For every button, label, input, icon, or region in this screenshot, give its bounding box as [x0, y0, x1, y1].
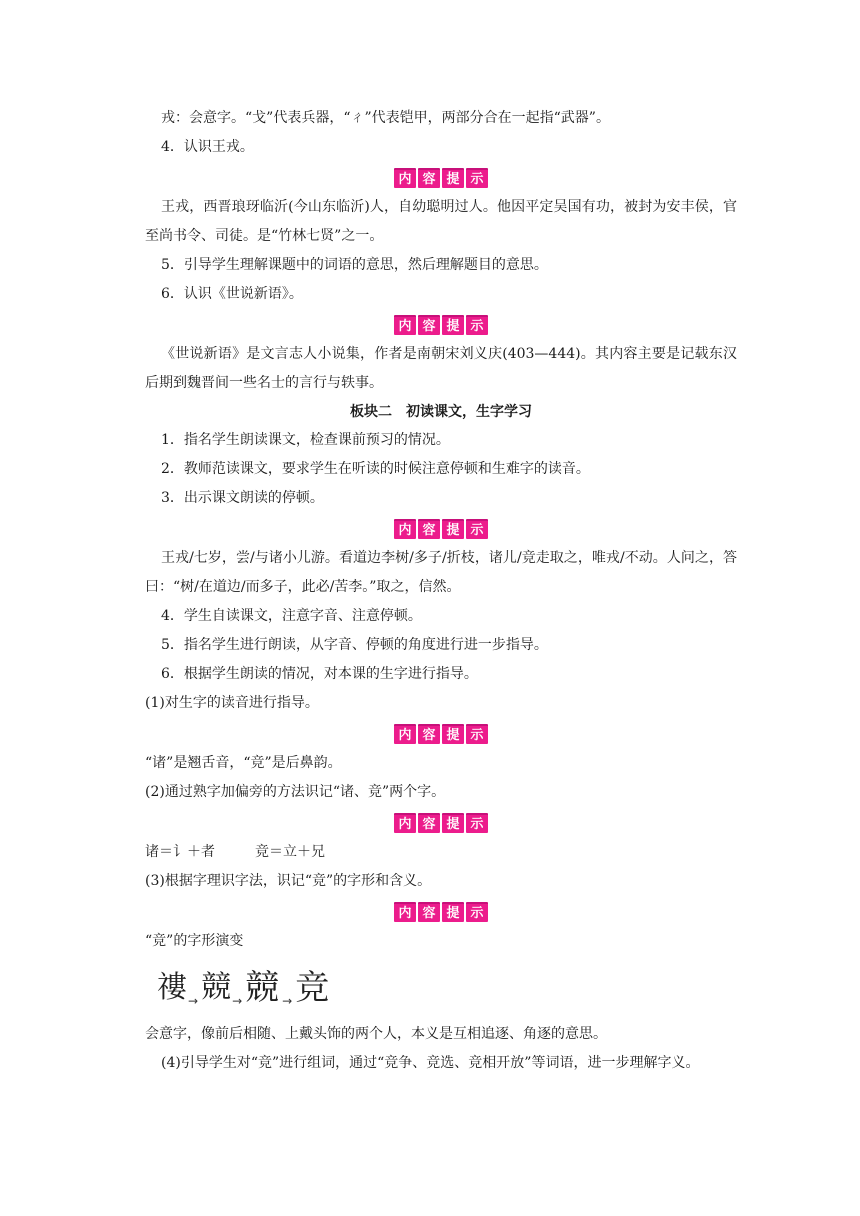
badge-char: 示: [466, 519, 488, 539]
list-item: (3)根据字理识字法，识记“竞”的字形和含义。: [145, 873, 432, 889]
badge-char: 内: [394, 813, 416, 833]
list-item: 2．教师范读课文，要求学生在听读的时候注意停顿和生难字的读音。: [161, 461, 590, 477]
badge-char: 提: [442, 168, 464, 188]
list-item: 6．认识《世说新语》。: [161, 286, 303, 302]
formula-jing: 竞＝立＋兄: [255, 844, 325, 860]
badge-char: 提: [442, 902, 464, 922]
badge-char: 示: [466, 315, 488, 335]
content-hint-badge: [145, 718, 737, 749]
badge-char: 内: [394, 902, 416, 922]
badge-char: 内: [394, 315, 416, 335]
paragraph: “竞”的字形演变: [145, 933, 244, 949]
list-item: 4．学生自读课文，注意字音、注意停顿。: [161, 608, 422, 624]
paragraph: (4)引导学生对“竞”进行组词，通过“竞争、竞选、竞相开放”等词语，进一步理解字义。: [161, 1055, 700, 1071]
arrow-icon: →: [188, 994, 199, 1008]
badge-char: 示: [466, 902, 488, 922]
badge-char: 提: [442, 315, 464, 335]
badge-char: 示: [466, 813, 488, 833]
formula-zhu: 诸＝讠＋者: [145, 844, 215, 860]
badge-char: 示: [466, 168, 488, 188]
glyph-evolution-figure: [157, 962, 737, 1014]
badge-char: 容: [418, 813, 440, 833]
content-hint-badge: [145, 513, 737, 544]
badge-char: 容: [418, 519, 440, 539]
badge-char: 容: [418, 315, 440, 335]
glyph-traditional: 競: [245, 968, 280, 1008]
badge-char: 内: [394, 724, 416, 744]
arrow-icon: →: [232, 994, 243, 1008]
glyph-oracle: 䄛: [157, 970, 185, 1005]
badge-char: 容: [418, 902, 440, 922]
list-item: 1．指名学生朗读课文，检查课前预习的情况。: [161, 432, 450, 448]
paragraph: 王戎/七岁，尝/与诸小儿游。看道边李树/多子/折枝，诸儿/竞走取之，唯戎/不动。人问之，答曰：“树/在道边/而多子，此必/苦李。”取之，信然。: [145, 550, 737, 595]
badge-char: 容: [418, 724, 440, 744]
paragraph: “诸”是翘舌音，“竞”是后鼻韵。: [145, 755, 342, 771]
badge-char: 提: [442, 813, 464, 833]
arrow-icon: →: [282, 994, 293, 1008]
content-hint-badge: [145, 309, 737, 340]
list-item: 6．根据学生朗读的情况，对本课的生字进行指导。: [161, 666, 478, 682]
badge-char: 内: [394, 519, 416, 539]
list-item: 5．引导学生理解课题中的词语的意思，然后理解题目的意思。: [161, 257, 548, 273]
list-item: 4．认识王戎。: [161, 139, 254, 155]
content-hint-badge: [145, 807, 737, 838]
paragraph: 戎：会意字。“戈”代表兵器，“ㄔ”代表铠甲，两部分合在一起指“武器”。: [161, 110, 610, 126]
section-heading: 板块二 初读课文，生字学习: [350, 404, 532, 420]
list-item: 3．出示课文朗读的停顿。: [161, 490, 324, 506]
badge-char: 容: [418, 168, 440, 188]
badge-char: 内: [394, 168, 416, 188]
document-body: [145, 104, 737, 1078]
character-formula: [145, 838, 737, 867]
content-hint-badge: [145, 896, 737, 927]
content-hint-badge: [145, 162, 737, 193]
badge-char: 示: [466, 724, 488, 744]
glyph-seal: 競: [201, 970, 230, 1005]
paragraph: 会意字，像前后相随、上戴头饰的两个人，本义是互相追逐、角逐的意思。: [145, 1026, 607, 1042]
badge-char: 提: [442, 724, 464, 744]
paragraph: 王戎，西晋琅玡临沂(今山东临沂)人，自幼聪明过人。他因平定吴国有功，被封为安丰侯，官至尚书令、司徒。是“竹林七贤”之一。: [145, 199, 737, 244]
list-item: 5．指名学生进行朗读，从字音、停顿的角度进行进一步指导。: [161, 637, 548, 653]
list-item: (2)通过熟字加偏旁的方法识记“诸、竞”两个字。: [145, 784, 446, 800]
paragraph: 《世说新语》是文言志人小说集，作者是南朝宋刘义庆(403—444)。其内容主要是记载东汉后期到魏晋间一些名士的言行与轶事。: [145, 346, 737, 391]
list-item: (1)对生字的读音进行指导。: [145, 695, 319, 711]
badge-char: 提: [442, 519, 464, 539]
glyph-modern: 竞: [295, 968, 330, 1008]
